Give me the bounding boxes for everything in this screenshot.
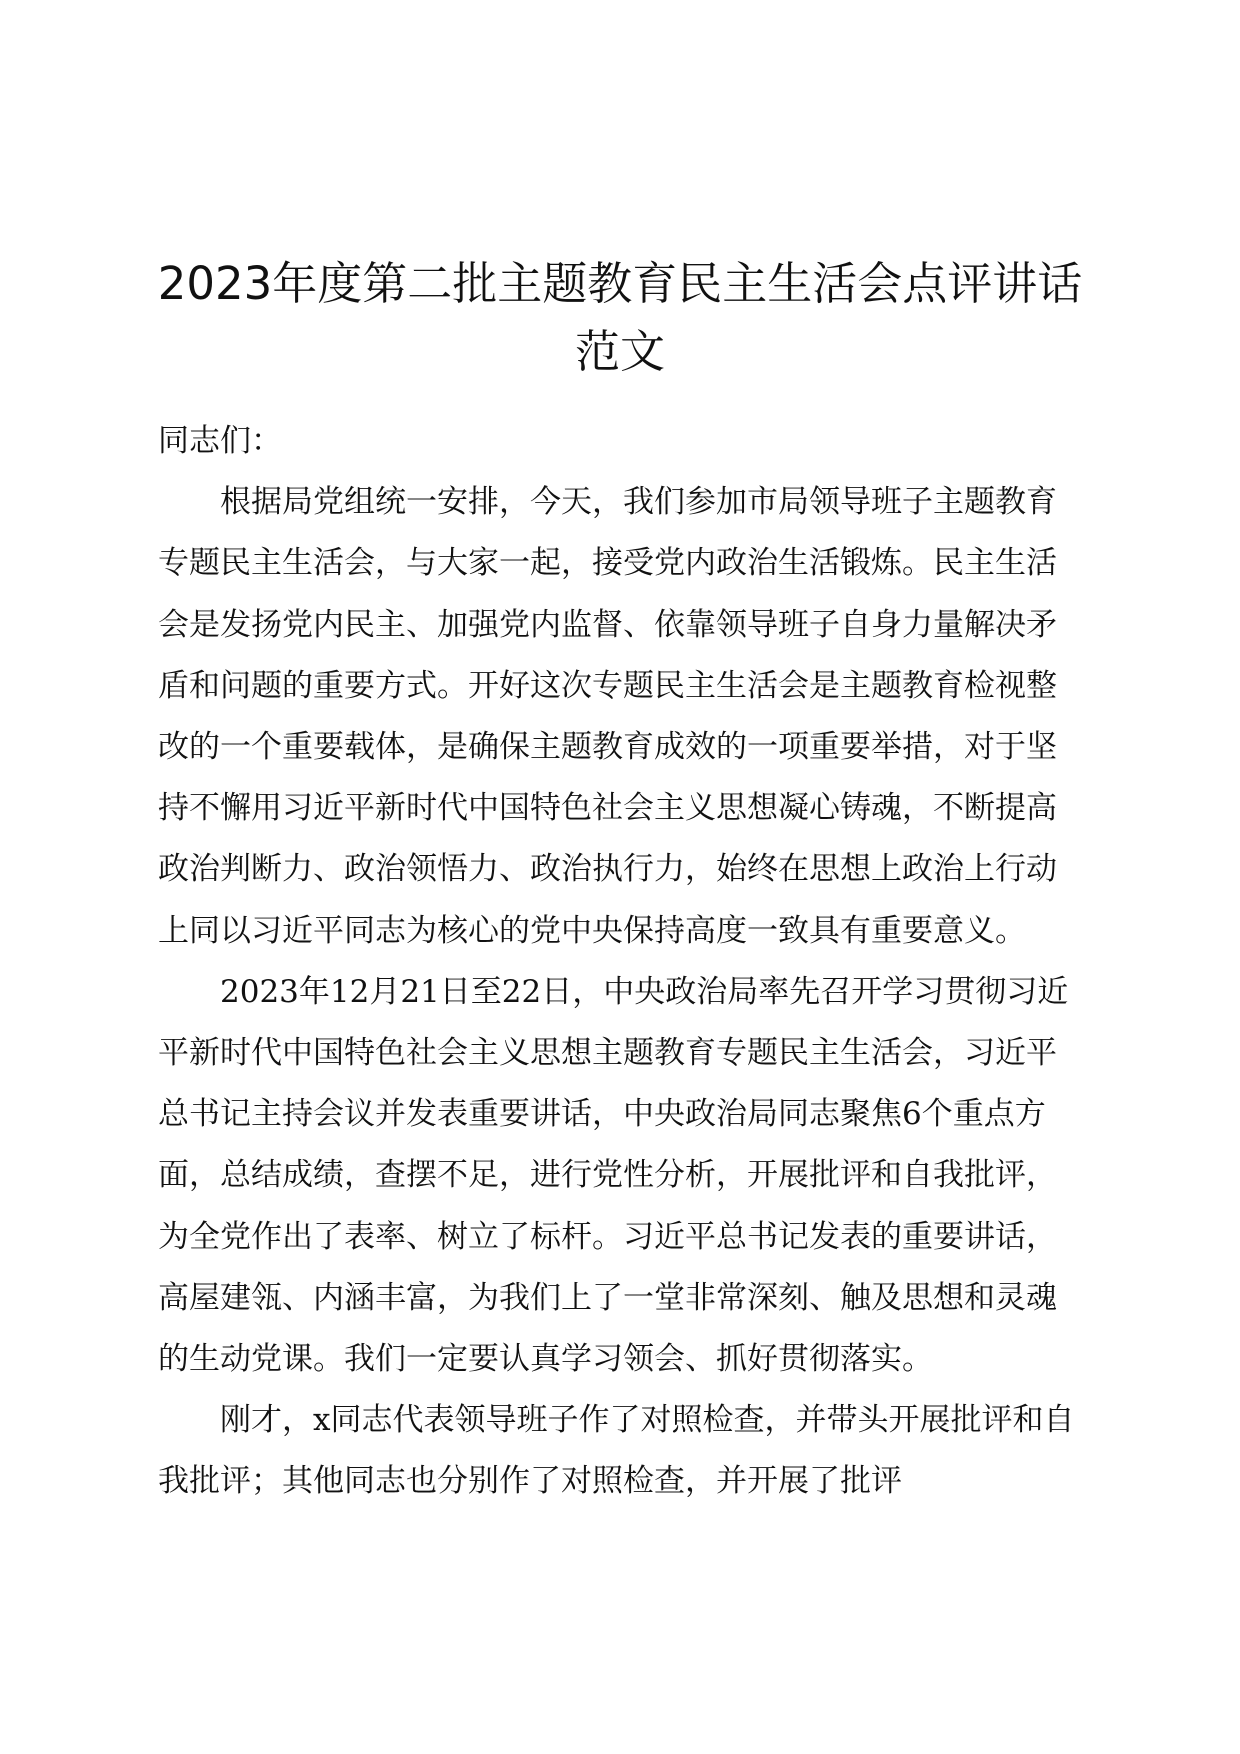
paragraph-2: 2023年12月21日至22日，中央政治局率先召开学习贯彻习近平新时代中国特色社会主义思想主题教育专题民主生活会，习近平总书记主持会议并发表重要讲话，中央政治局同志聚焦6个重点方面，总结成绩，查摆不足，进行党性分析，开展批评和自我批评，为全党作出了表率、树立了标杆。习近平总书记发表的重要讲话，高屋建瓴、内涵丰富，为我们上了一堂非常深刻、触及思想和灵魂的生动党课。我们一定要认真学习领会、抓好贯彻落实。: [158, 973, 1069, 1378]
paragraph-3: 刚才，x同志代表领导班子作了对照检查，并带头开展批评和自我批评；其他同志也分别作了对照检查，并开展了批评: [158, 1402, 1075, 1500]
paragraph-1: 根据局党组统一安排，今天，我们参加市局领导班子主题教育专题民主生活会，与大家一起，接受党内政治生活锻炼。民主生活会是发扬党内民主、加强党内监督、依靠领导班子自身力量解决矛盾和问题的重要方式。开好这次专题民主生活会是主题教育检视整改的一个重要载体，是确保主题教育成效的一项重要举措，对于坚持不懈用习近平新时代中国特色社会主义思想凝心铸魂，不断提高政治判断力、政治领悟力、政治执行力，始终在思想上政治上行动上同以习近平同志为核心的党中央保持高度一致具有重要意义。: [158, 484, 1057, 949]
document-title: 2023年度第二批主题教育民主生活会点评讲话范文: [157, 257, 1083, 378]
salutation: 同志们：: [158, 423, 282, 459]
document-body: [158, 411, 1078, 1513]
